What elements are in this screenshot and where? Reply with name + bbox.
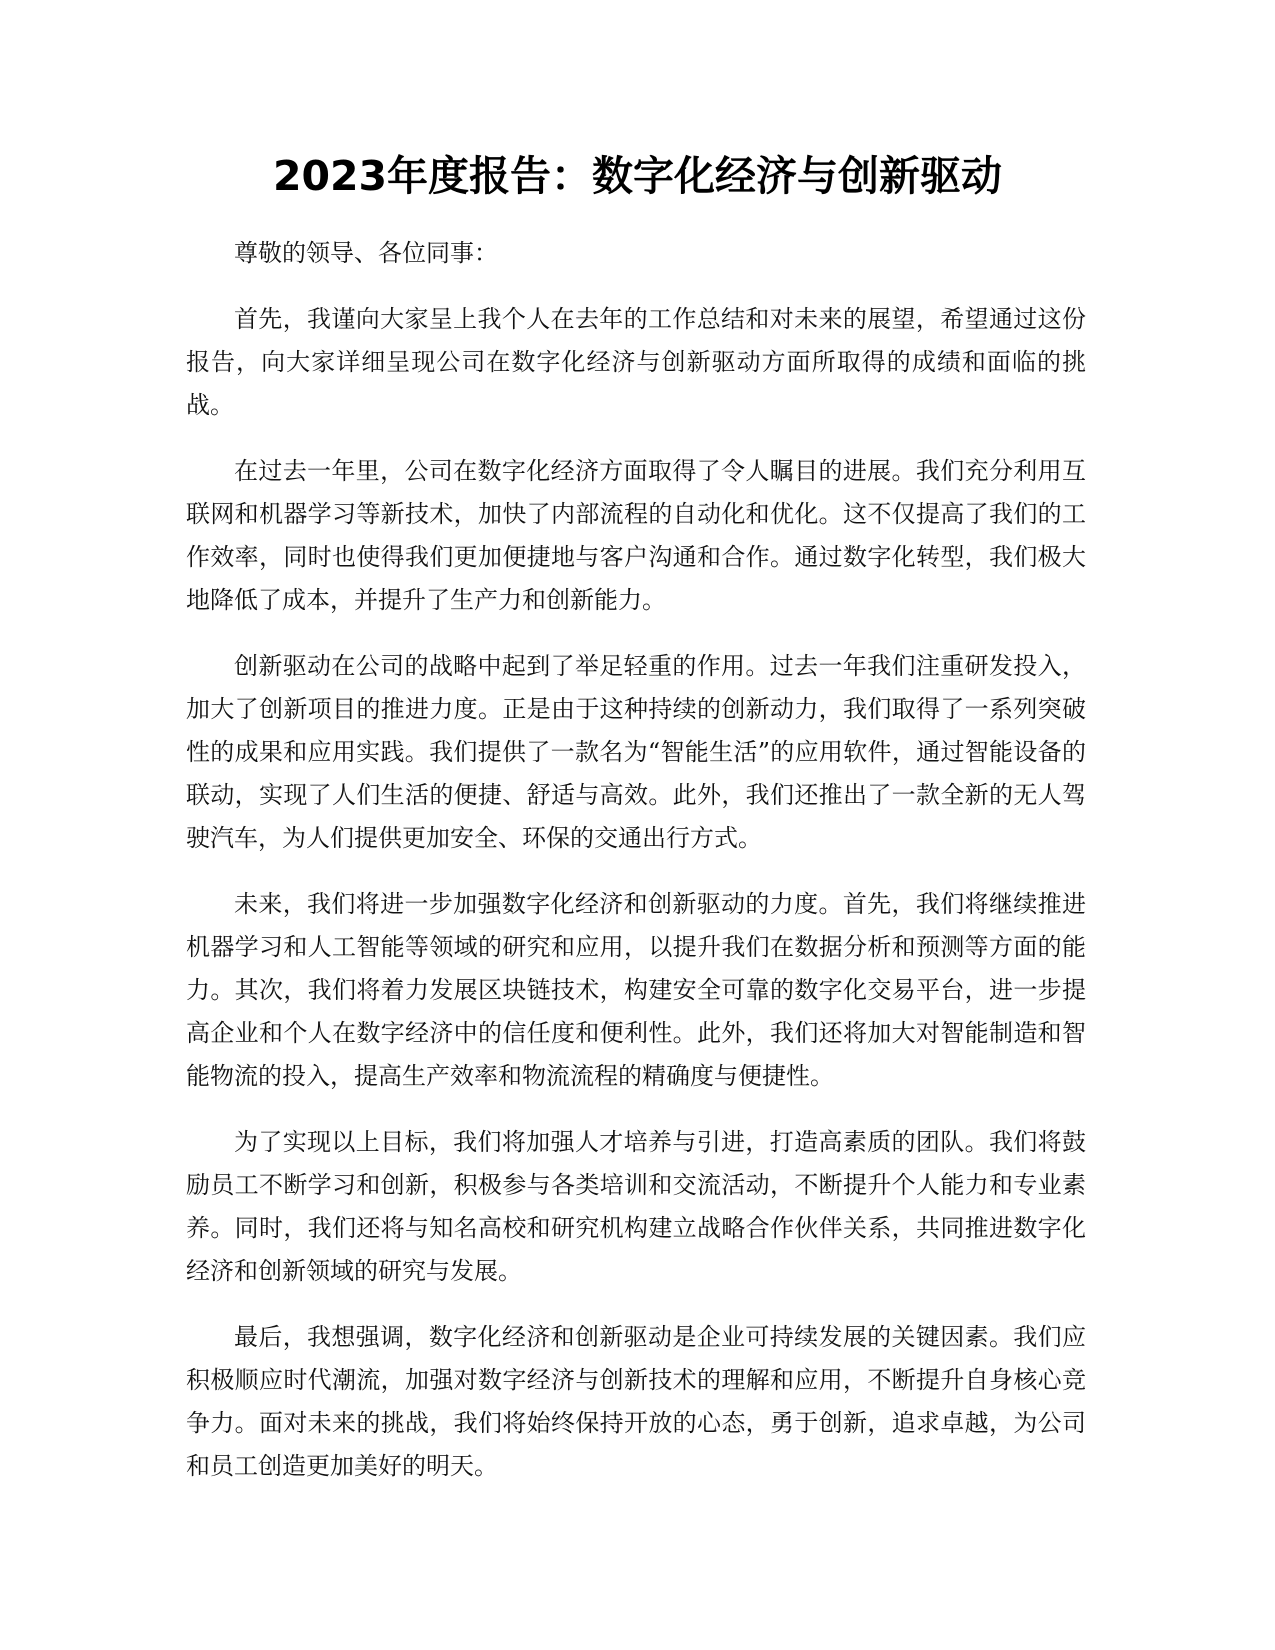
conclusion-paragraph: 最后，我想强调，数字化经济和创新驱动是企业可持续发展的关键因素。我们应积极顺应时代潮流，加强对数字经济与创新技术的理解和应用，不断提升自身核心竞争力。面对未来的挑战，我们将始终保持开放的心态，勇于创新，追求卓越，为公司和员工创造更加美好的明天。 bbox=[186, 1323, 1086, 1480]
digital-economy-paragraph: 在过去一年里，公司在数字化经济方面取得了令人瞩目的进展。我们充分利用互联网和机器学习等新技术，加快了内部流程的自动化和优化。这不仅提高了我们的工作效率，同时也使得我们更加便捷地与客户沟通和合作。通过数字化转型，我们极大地降低了成本，并提升了生产力和创新能力。 bbox=[186, 457, 1086, 614]
document-body bbox=[186, 232, 1086, 1511]
intro-paragraph: 首先，我谨向大家呈上我个人在去年的工作总结和对未来的展望，希望通过这份报告，向大家详细呈现公司在数字化经济与创新驱动方面所取得的成绩和面临的挑战。 bbox=[186, 305, 1086, 419]
document-title: 2023年度报告：数字化经济与创新驱动 bbox=[272, 152, 1003, 200]
innovation-paragraph: 创新驱动在公司的战略中起到了举足轻重的作用。过去一年我们注重研发投入，加大了创新项目的推进力度。正是由于这种持续的创新动力，我们取得了一系列突破性的成果和应用实践。我们提供了一款名为“智能生活”的应用软件，通过智能设备的联动，实现了人们生活的便捷、舒适与高效。此外，我们还推出了一款全新的无人驾驶汽车，为人们提供更加安全、环保的交通出行方式。 bbox=[186, 652, 1086, 852]
salutation-paragraph: 尊敬的领导、各位同事： bbox=[234, 239, 498, 267]
future-plan-paragraph: 未来，我们将进一步加强数字化经济和创新驱动的力度。首先，我们将继续推进机器学习和人工智能等领域的研究和应用，以提升我们在数据分析和预测等方面的能力。其次，我们将着力发展区块链技术，构建安全可靠的数字化交易平台，进一步提高企业和个人在数字经济中的信任度和便利性。此外，我们还将加大对智能制造和智能物流的投入，提高生产效率和物流流程的精确度与便捷性。 bbox=[186, 890, 1086, 1090]
talent-paragraph: 为了实现以上目标，我们将加强人才培养与引进，打造高素质的团队。我们将鼓励员工不断学习和创新，积极参与各类培训和交流活动，不断提升个人能力和专业素养。同时，我们还将与知名高校和研究机构建立战略合作伙伴关系，共同推进数字化经济和创新领域的研究与发展。 bbox=[186, 1128, 1086, 1285]
